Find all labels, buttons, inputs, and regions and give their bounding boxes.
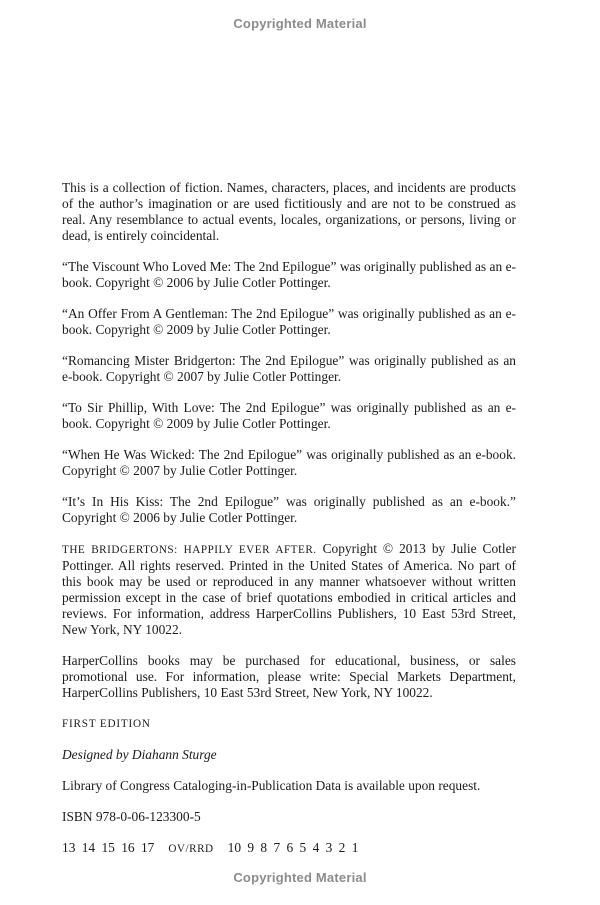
copyrighted-material-header: Copyrighted Material — [233, 16, 367, 31]
designer-credit: Designed by Diahann Sturge — [62, 747, 217, 762]
printers-key-run-numbers: 10 9 8 7 6 5 4 3 2 1 — [227, 840, 359, 855]
isbn-line: ISBN 978-0-06-123300-5 — [62, 809, 201, 824]
copyrighted-material-footer: Copyrighted Material — [233, 870, 367, 885]
printers-key-press-code: OV/RRD — [168, 843, 214, 855]
fiction-disclaimer: This is a collection of fiction. Names, characters, places, and incidents are products of the author’s imagination or are used fictitiously and are not to be construed as real. Any resemblance to actual events, locales, organizations, or persons, living or dead, is entirely coincidental. — [62, 180, 516, 243]
copyright-notice-text: Copyright © 2013 by Julie Cotler Pottinger. All rights reserved. Printed in the United States of America. No part of this book may be used or reproduced in any manner whatsoever without written permission except in the case of brief quotations embodied in critical articles and reviews. For information, address HarperCollins Publishers, 10 East 53rd Street, New York, NY 10022. — [62, 541, 516, 637]
ebook-notice-viscount: “The Viscount Who Loved Me: The 2nd Epilogue” was originally published as an e-book. Copyright © 2006 by Julie Cotler Pottinger. — [62, 259, 516, 290]
printers-key-years: 13 14 15 16 17 — [62, 840, 155, 855]
ebook-notice-romancing: “Romancing Mister Bridgerton: The 2nd Epilogue” was originally published as an e-book. Copyright © 2007 by Julie Cotler Pottinger. — [62, 353, 516, 384]
copyright-page-content — [62, 180, 516, 872]
ebook-notice-offer: “An Offer From A Gentleman: The 2nd Epilogue” was originally published as an e-book. Copyright © 2009 by Julie Cotler Pottinger. — [62, 306, 516, 337]
special-markets-notice: HarperCollins books may be purchased for educational, business, or sales promotional use. For information, please write: Special Markets Department, HarperCollins Publishers, 10 East 53rd Street, New York, NY 10022. — [62, 653, 516, 700]
ebook-notice-wicked: “When He Was Wicked: The 2nd Epilogue” was originally published as an e-book. Copyright © 2007 by Julie Cotler Pottinger. — [62, 447, 516, 478]
printers-key — [62, 840, 516, 857]
copyright-notice — [62, 541, 516, 638]
library-of-congress-statement: Library of Congress Cataloging-in-Publication Data is available upon request. — [62, 778, 481, 793]
book-title-smallcaps: THE BRIDGERTONS: HAPPILY EVER AFTER. — [62, 544, 317, 556]
ebook-notice-sir-phillip: “To Sir Phillip, With Love: The 2nd Epilogue” was originally published as an e-book. Copyright © 2009 by Julie Cotler Pottinger. — [62, 400, 516, 431]
ebook-notice-kiss: “It’s In His Kiss: The 2nd Epilogue” was originally published as an e-book.” Copyright © 2006 by Julie Cotler Pottinger. — [62, 494, 516, 525]
edition-statement: FIRST EDITION — [62, 718, 151, 730]
